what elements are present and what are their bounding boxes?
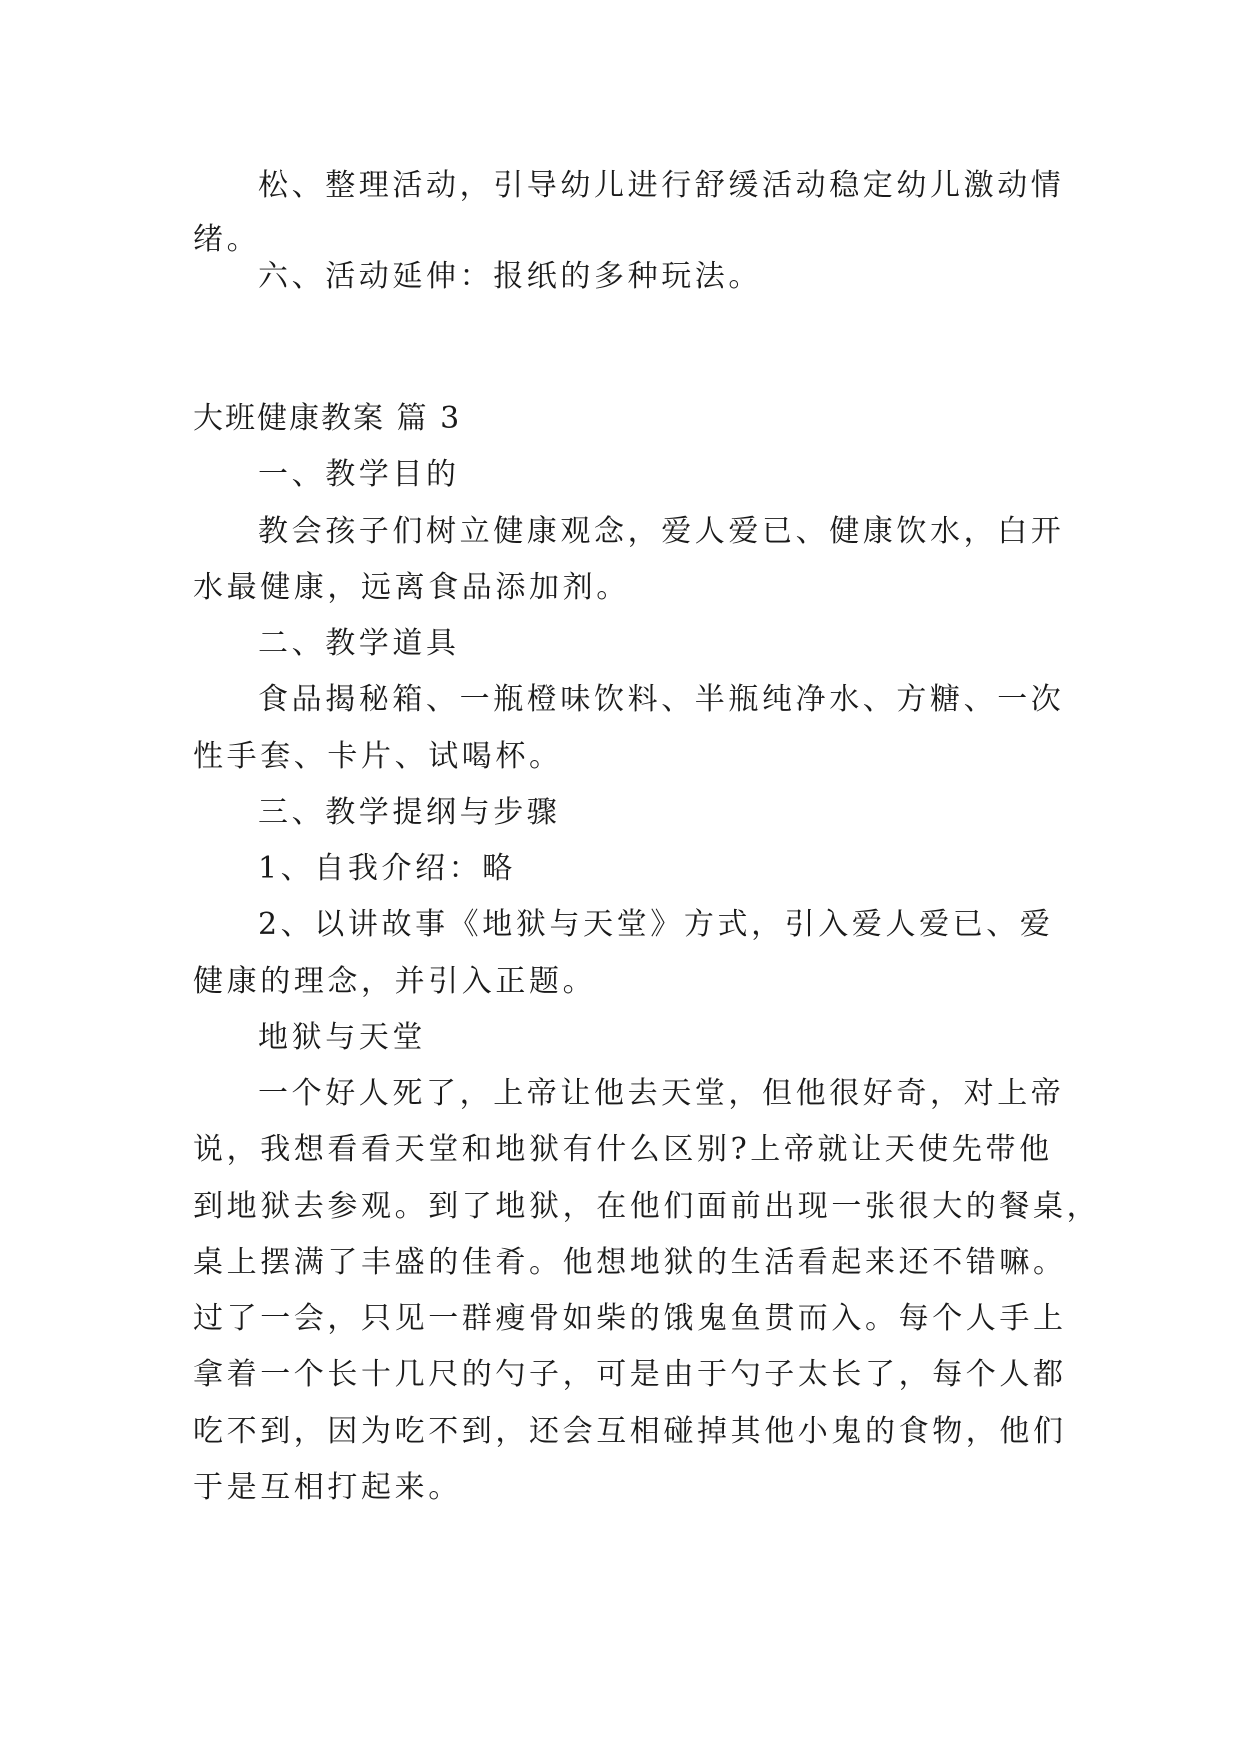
list-item: 2、以讲故事《地狱与天堂》方式，引入爱人爱已、爱	[258, 907, 1054, 942]
paragraph-line: 绪。	[193, 222, 261, 257]
section-heading: 一、教学目的	[258, 457, 460, 492]
paragraph-line: 教会孩子们树立健康观念，爱人爱已、健康饮水，白开	[258, 514, 1065, 549]
story-title: 地狱与天堂	[258, 1020, 426, 1055]
paragraph-line: 过了一会，只见一群瘦骨如柴的饿鬼鱼贯而入。每个人手上	[193, 1301, 1067, 1336]
list-item: 1、自我介绍：略	[258, 851, 516, 886]
section-heading: 三、教学提纲与步骤	[258, 795, 561, 830]
paragraph-line: 水最健康，远离食品添加剂。	[193, 570, 630, 605]
paragraph-line: 吃不到，因为吃不到，还会互相碰掉其他小鬼的食物，他们	[193, 1414, 1067, 1449]
paragraph-line: 于是互相打起来。	[193, 1470, 462, 1505]
paragraph-line: 说，我想看看天堂和地狱有什么区别?上帝就让天使先带他	[193, 1132, 1053, 1167]
paragraph-line: 食品揭秘箱、一瓶橙味饮料、半瓶纯净水、方糖、一次	[258, 682, 1065, 717]
paragraph-line: 六、活动延伸：报纸的多种玩法。	[258, 259, 762, 294]
paragraph-line: 松、整理活动，引导幼儿进行舒缓活动稳定幼儿激动情	[258, 168, 1065, 203]
paragraph-line: 性手套、卡片、试喝杯。	[193, 739, 563, 774]
paragraph-line: 健康的理念，并引入正题。	[193, 964, 597, 999]
section-title: 大班健康教案 篇 3	[193, 401, 462, 436]
paragraph-line: 一个好人死了，上帝让他去天堂，但他很好奇，对上帝	[258, 1076, 1065, 1111]
paragraph-line: 到地狱去参观。到了地狱，在他们面前出现一张很大的餐桌，	[193, 1189, 1101, 1224]
section-heading: 二、教学道具	[258, 626, 460, 661]
paragraph-line: 拿着一个长十几尺的勺子，可是由于勺子太长了，每个人都	[193, 1357, 1067, 1392]
paragraph-line: 桌上摆满了丰盛的佳肴。他想地狱的生活看起来还不错嘛。	[193, 1245, 1067, 1280]
